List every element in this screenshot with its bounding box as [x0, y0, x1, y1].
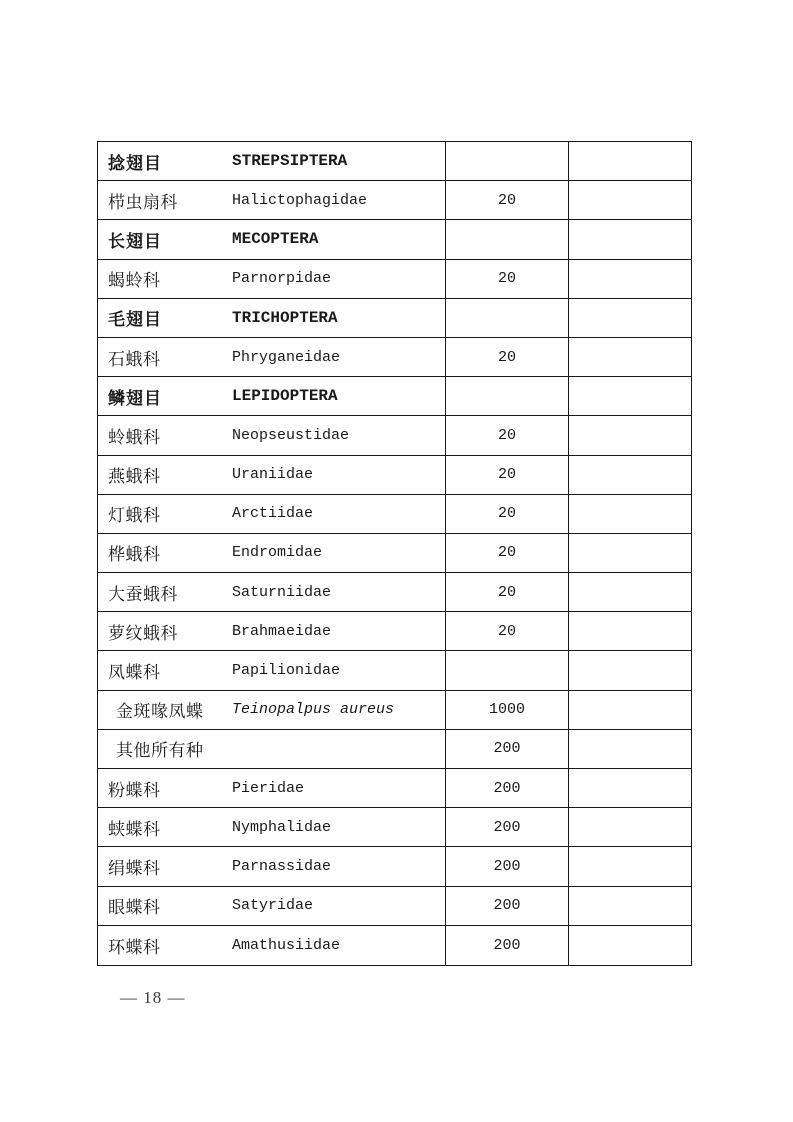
chinese-name: 眼蝶科	[108, 898, 161, 918]
quota-value: 200	[493, 897, 521, 915]
table-row	[98, 142, 691, 181]
name-cell	[98, 887, 446, 925]
name-cell	[98, 926, 446, 965]
name-cell	[98, 612, 446, 650]
name-cell	[98, 338, 446, 376]
remarks-cell	[569, 847, 691, 885]
chinese-name: 环蝶科	[108, 937, 161, 957]
table-row	[98, 926, 691, 965]
chinese-name: 鳞翅目	[108, 388, 162, 408]
remarks-cell	[569, 887, 691, 925]
latin-name: Parnorpidae	[232, 270, 332, 288]
quota-cell	[446, 769, 569, 807]
latin-name: STREPSIPTERA	[232, 152, 348, 171]
latin-name: Brahmaeidae	[232, 622, 332, 640]
latin-name: Satyridae	[232, 897, 314, 915]
remarks-cell	[569, 573, 691, 611]
chinese-name: 燕蛾科	[108, 467, 161, 487]
table-row	[98, 220, 691, 259]
table-row	[98, 612, 691, 651]
latin-name: Phryganeidae	[232, 348, 341, 366]
quota-value: 200	[493, 779, 521, 797]
name-cell	[98, 260, 446, 298]
chinese-name: 捻翅目	[108, 153, 162, 173]
latin-name: Saturniidae	[232, 583, 332, 601]
name-cell	[98, 181, 446, 219]
quota-value: 20	[497, 583, 516, 601]
table-row	[98, 377, 691, 416]
quota-cell	[446, 808, 569, 846]
chinese-name: 大蚕蛾科	[108, 584, 178, 604]
quota-cell	[446, 142, 569, 180]
quota-cell	[446, 730, 569, 768]
quota-cell	[446, 847, 569, 885]
quota-cell	[446, 651, 569, 689]
remarks-cell	[569, 612, 691, 650]
name-cell	[98, 534, 446, 572]
name-cell	[98, 377, 446, 415]
table-row	[98, 651, 691, 690]
chinese-name: 凤蝶科	[108, 663, 161, 683]
quota-value: 20	[497, 505, 516, 523]
name-cell	[98, 456, 446, 494]
name-cell	[98, 847, 446, 885]
chinese-name: 金斑喙凤蝶	[116, 702, 204, 722]
quota-value: 200	[493, 936, 521, 954]
name-cell	[98, 730, 446, 768]
latin-name: TRICHOPTERA	[232, 308, 338, 327]
chinese-name: 毛翅目	[108, 310, 162, 330]
remarks-cell	[569, 651, 691, 689]
quota-value: 200	[493, 740, 521, 758]
quota-cell	[446, 534, 569, 572]
name-cell	[98, 416, 446, 454]
quota-cell	[446, 573, 569, 611]
quota-value: 20	[497, 466, 516, 484]
quota-cell	[446, 377, 569, 415]
latin-name: Pieridae	[232, 779, 305, 797]
table-row	[98, 456, 691, 495]
table-row	[98, 181, 691, 220]
remarks-cell	[569, 456, 691, 494]
chinese-name: 粉蝶科	[108, 780, 161, 800]
latin-name: Teinopalpus aureus	[232, 701, 395, 719]
latin-name: LEPIDOPTERA	[232, 387, 338, 406]
latin-name: MECOPTERA	[232, 230, 319, 249]
table-row	[98, 299, 691, 338]
table-row	[98, 416, 691, 455]
remarks-cell	[569, 142, 691, 180]
quota-cell	[446, 612, 569, 650]
quota-cell	[446, 926, 569, 965]
chinese-name: 石蛾科	[108, 349, 161, 369]
table-row	[98, 534, 691, 573]
quota-cell	[446, 299, 569, 337]
quota-value: 20	[497, 426, 516, 444]
quota-cell	[446, 220, 569, 258]
name-cell	[98, 142, 446, 180]
name-cell	[98, 691, 446, 729]
latin-name: Halictophagidae	[232, 191, 368, 209]
quota-value: 200	[493, 818, 521, 836]
latin-name: Nymphalidae	[232, 818, 332, 836]
chinese-name: 蛱蝶科	[108, 819, 161, 839]
quota-cell	[446, 181, 569, 219]
table-row	[98, 808, 691, 847]
quota-cell	[446, 456, 569, 494]
remarks-cell	[569, 220, 691, 258]
latin-name: Uraniidae	[232, 466, 314, 484]
name-cell	[98, 299, 446, 337]
name-cell	[98, 808, 446, 846]
chinese-name: 萝纹蛾科	[108, 623, 178, 643]
name-cell	[98, 220, 446, 258]
quota-cell	[446, 495, 569, 533]
table-row	[98, 260, 691, 299]
quota-cell	[446, 691, 569, 729]
chinese-name: 其他所有种	[116, 741, 204, 761]
page-number: — 18 —	[120, 988, 186, 1007]
quota-cell	[446, 887, 569, 925]
species-quota-table	[97, 141, 692, 966]
table-row	[98, 769, 691, 808]
chinese-name: 绢蝶科	[108, 858, 161, 878]
table-row	[98, 691, 691, 730]
table-row	[98, 730, 691, 769]
latin-name: Papilionidae	[232, 662, 341, 680]
table-row	[98, 338, 691, 377]
quota-value: 20	[497, 622, 516, 640]
remarks-cell	[569, 534, 691, 572]
table-row	[98, 847, 691, 886]
name-cell	[98, 573, 446, 611]
quota-value: 200	[493, 857, 521, 875]
remarks-cell	[569, 260, 691, 298]
quota-value: 20	[497, 270, 516, 288]
chinese-name: 蝎蛉科	[108, 271, 161, 291]
remarks-cell	[569, 377, 691, 415]
latin-name: Endromidae	[232, 544, 323, 562]
latin-name: Parnassidae	[232, 857, 332, 875]
quota-value: 20	[497, 191, 516, 209]
remarks-cell	[569, 730, 691, 768]
remarks-cell	[569, 338, 691, 376]
remarks-cell	[569, 808, 691, 846]
chinese-name: 蛉蛾科	[108, 427, 161, 447]
latin-name: Neopseustidae	[232, 426, 350, 444]
quota-value: 20	[497, 544, 516, 562]
chinese-name: 桦蛾科	[108, 545, 161, 565]
table-row	[98, 573, 691, 612]
remarks-cell	[569, 181, 691, 219]
chinese-name: 灯蛾科	[108, 506, 161, 526]
remarks-cell	[569, 769, 691, 807]
quota-cell	[446, 260, 569, 298]
quota-value: 1000	[488, 701, 525, 719]
chinese-name: 栉虫扇科	[108, 192, 178, 212]
latin-name: Amathusiidae	[232, 936, 341, 954]
remarks-cell	[569, 926, 691, 965]
name-cell	[98, 495, 446, 533]
remarks-cell	[569, 495, 691, 533]
table-row	[98, 887, 691, 926]
quota-value: 20	[497, 348, 516, 366]
quota-cell	[446, 338, 569, 376]
name-cell	[98, 651, 446, 689]
remarks-cell	[569, 416, 691, 454]
table-row	[98, 495, 691, 534]
chinese-name: 长翅目	[108, 231, 162, 251]
name-cell	[98, 769, 446, 807]
quota-cell	[446, 416, 569, 454]
latin-name: Arctiidae	[232, 505, 314, 523]
remarks-cell	[569, 299, 691, 337]
remarks-cell	[569, 691, 691, 729]
